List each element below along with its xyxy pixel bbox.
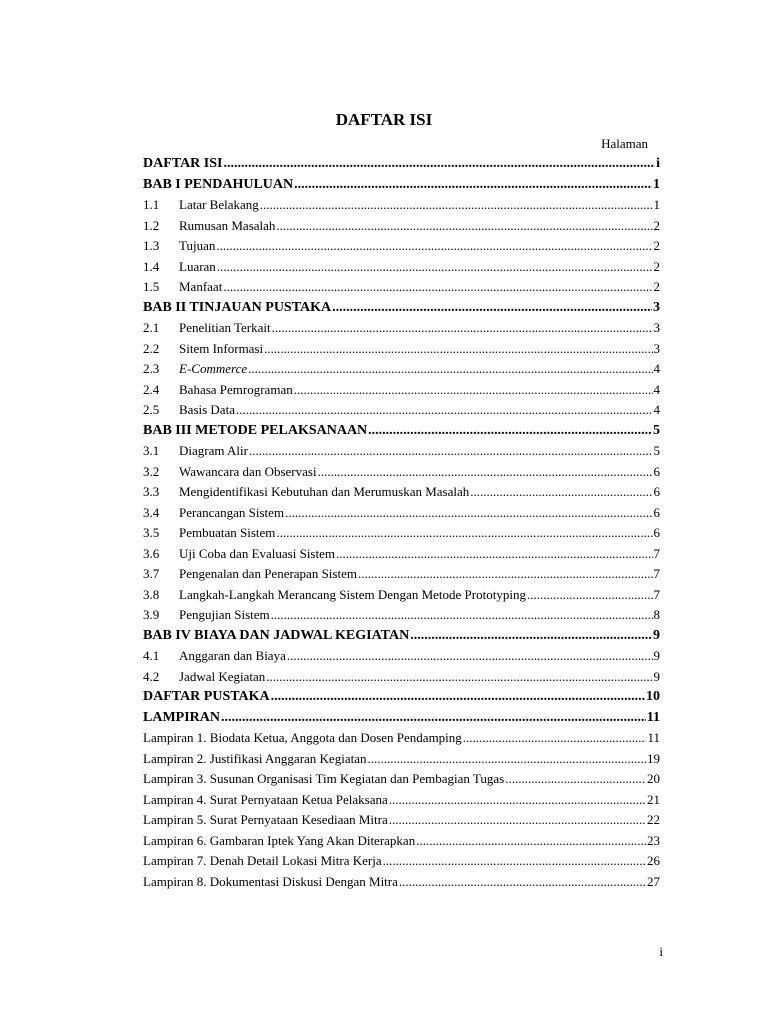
toc-entry-number: 1.3	[143, 238, 160, 253]
toc-entry-page: 2	[653, 238, 660, 253]
toc-entry	[143, 564, 660, 585]
toc-entry-number: 1.5	[143, 279, 160, 294]
toc-entry-page: 22	[647, 812, 660, 827]
dot-leader	[260, 195, 653, 216]
dot-leader	[527, 585, 653, 606]
toc-entry-page: 20	[647, 771, 660, 786]
dot-leader	[271, 687, 645, 708]
page-title: DAFTAR ISI	[335, 110, 433, 129]
toc-entry-page: 7	[653, 566, 660, 581]
toc-entry-page: 6	[653, 484, 660, 499]
toc-entry-number: 3.4	[143, 504, 160, 520]
toc-entry	[143, 421, 660, 442]
dot-leader	[223, 277, 652, 298]
toc-entry-page: 11	[646, 709, 660, 725]
toc-entry	[143, 277, 660, 298]
toc-entry-page: 9	[653, 648, 660, 663]
table-of-contents	[143, 154, 660, 892]
toc-entry-page: 4	[653, 402, 660, 417]
page-column-label: Halaman	[601, 136, 648, 151]
toc-entry-title: Diagram Alir	[179, 443, 248, 458]
toc-entry-page: 4	[653, 381, 660, 397]
toc-entry-title: BAB III METODE PELAKSANAAN	[143, 422, 368, 438]
toc-entry-title: Jadwal Kegiatan	[179, 668, 266, 684]
dot-leader	[236, 400, 653, 421]
dot-leader	[416, 831, 646, 852]
toc-entry	[143, 626, 660, 647]
toc-entry-title: Bahasa Pemrograman	[179, 381, 293, 397]
toc-entry-title: Sitem Informasi	[179, 340, 264, 356]
dot-leader	[223, 154, 655, 175]
toc-entry	[143, 154, 660, 175]
toc-entry-number: 2.5	[143, 402, 160, 417]
toc-entry	[143, 380, 660, 401]
toc-entry-number: 4.2	[143, 668, 160, 684]
dot-leader	[294, 380, 653, 401]
toc-entry	[143, 851, 660, 872]
dot-leader	[276, 216, 652, 237]
toc-entry-number: 1.1	[143, 197, 160, 212]
dot-leader	[367, 749, 646, 770]
toc-entry	[143, 790, 660, 811]
dot-leader	[358, 564, 653, 585]
toc-entry-page: 9	[653, 668, 660, 684]
toc-entry-title: Lampiran 5. Surat Pernyataan Kesediaan Mitra	[143, 812, 388, 827]
dot-leader	[271, 605, 653, 626]
dot-leader	[285, 503, 652, 524]
toc-entry-page: 8	[653, 607, 660, 622]
toc-entry-page: 23	[647, 832, 660, 848]
toc-entry	[143, 318, 660, 339]
toc-entry-title: Basis Data	[179, 402, 235, 417]
toc-entry-page: 7	[653, 586, 660, 602]
toc-entry-number: 3.6	[143, 545, 160, 561]
toc-entry-title: Penelitian Terkait	[179, 320, 271, 335]
toc-entry-title: BAB IV BIAYA DAN JADWAL KEGIATAN	[143, 627, 410, 643]
toc-entry-title: Perancangan Sistem	[179, 504, 285, 520]
toc-entry-title: Lampiran 2. Justifikasi Anggaran Kegiatan	[143, 750, 367, 766]
toc-entry	[143, 585, 660, 606]
toc-entry	[143, 400, 660, 421]
toc-entry	[143, 646, 660, 667]
toc-entry-title: Wawancara dan Observasi	[179, 463, 317, 479]
toc-entry-page: 6	[653, 504, 660, 520]
toc-entry	[143, 482, 660, 503]
toc-entry-page: 5	[653, 443, 660, 458]
toc-entry	[143, 195, 660, 216]
toc-entry-title: Lampiran 4. Surat Pernyataan Ketua Pelaksana	[143, 791, 388, 807]
toc-entry-page: 9	[653, 627, 660, 643]
toc-entry-page: 7	[653, 545, 660, 561]
dot-leader	[470, 482, 652, 503]
toc-entry-page: 27	[647, 873, 660, 889]
toc-entry-number: 3.1	[143, 443, 160, 458]
toc-entry-page: 2	[653, 217, 660, 233]
toc-entry-title: LAMPIRAN	[143, 709, 220, 725]
toc-entry-title: Pembuatan Sistem	[179, 525, 276, 540]
toc-entry	[143, 708, 660, 729]
dot-leader	[383, 851, 646, 872]
dot-leader	[410, 626, 652, 647]
dot-leader	[266, 667, 652, 688]
dot-leader	[463, 728, 647, 749]
toc-entry-page: 5	[653, 422, 660, 438]
toc-entry-title: Rumusan Masalah	[179, 217, 276, 233]
toc-entry-title: Anggaran dan Biaya	[179, 648, 286, 663]
toc-entry	[143, 667, 660, 688]
toc-entry-number: 3.8	[143, 586, 160, 602]
toc-entry-page: 1	[653, 197, 660, 212]
toc-entry-number: 2.2	[143, 340, 160, 356]
toc-entry-number: 3.3	[143, 484, 160, 499]
toc-entry-title: Uji Coba dan Evaluasi Sistem	[179, 545, 335, 561]
toc-entry-title: DAFTAR ISI	[143, 156, 223, 171]
toc-entry	[143, 769, 660, 790]
toc-entry-title: Pengujian Sistem	[179, 607, 270, 622]
toc-entry-title: Lampiran 3. Susunan Organisasi Tim Kegiatan dan Pembagian Tugas	[143, 771, 505, 786]
toc-entry-title: Latar Belakang	[179, 197, 259, 212]
dot-leader	[287, 646, 653, 667]
toc-entry	[143, 810, 660, 831]
toc-entry-page: 21	[647, 791, 660, 807]
dot-leader	[276, 523, 652, 544]
toc-entry-page: 3	[653, 320, 660, 335]
toc-entry	[143, 831, 660, 852]
toc-entry-number: 3.2	[143, 463, 160, 479]
toc-entry-title: Manfaat	[179, 279, 223, 294]
dot-leader	[272, 318, 653, 339]
dot-leader	[249, 441, 653, 462]
dot-leader	[505, 769, 646, 790]
toc-entry-number: 1.2	[143, 217, 160, 233]
toc-entry-title: Lampiran 8. Dokumentasi Diskusi Dengan Mitra	[143, 873, 398, 889]
dot-leader	[217, 257, 653, 278]
dot-leader	[264, 339, 652, 360]
dot-leader	[399, 872, 646, 893]
dot-leader	[332, 298, 652, 319]
toc-entry-title: DAFTAR PUSTAKA	[143, 689, 270, 704]
toc-entry	[143, 503, 660, 524]
toc-entry-page: 3	[653, 340, 660, 356]
toc-entry-page: 2	[653, 258, 660, 274]
toc-entry-page: i	[656, 156, 660, 171]
toc-entry	[143, 462, 660, 483]
toc-entry	[143, 257, 660, 278]
toc-entry-number: 3.5	[143, 525, 160, 540]
toc-entry	[143, 216, 660, 237]
toc-entry	[143, 728, 660, 749]
dot-leader	[389, 790, 646, 811]
dot-leader	[216, 236, 652, 257]
toc-entry-page: 4	[653, 361, 660, 376]
dot-leader	[389, 810, 646, 831]
toc-entry-page: 10	[646, 689, 660, 704]
toc-entry-title: Tujuan	[179, 238, 216, 253]
toc-entry-page: 3	[653, 299, 660, 315]
toc-entry-number: 1.4	[143, 258, 160, 274]
toc-entry-number: 4.1	[143, 648, 160, 663]
toc-entry	[143, 175, 660, 196]
toc-entry	[143, 749, 660, 770]
toc-entry-page: 2	[653, 279, 660, 294]
toc-entry-number: 3.9	[143, 607, 160, 622]
toc-entry	[143, 872, 660, 893]
toc-entry-page: 11	[647, 730, 660, 745]
toc-entry-number: 2.4	[143, 381, 160, 397]
toc-entry-title: Langkah-Langkah Merancang Sistem Dengan Metode Prototyping	[179, 586, 526, 602]
toc-entry	[143, 441, 660, 462]
toc-entry-page: 19	[647, 750, 660, 766]
toc-entry-title: BAB II TINJAUAN PUSTAKA	[143, 299, 332, 315]
dot-leader	[248, 359, 652, 380]
toc-entry-page: 6	[653, 525, 660, 540]
toc-entry-title: Lampiran 1. Biodata Ketua, Anggota dan Dosen Pendamping	[143, 730, 462, 745]
dot-leader	[368, 421, 652, 442]
dot-leader	[221, 708, 646, 729]
toc-entry	[143, 359, 660, 380]
toc-entry	[143, 339, 660, 360]
toc-entry-title: Lampiran 6. Gambaran Iptek Yang Akan Diterapkan	[143, 832, 416, 848]
toc-entry-number: 3.7	[143, 566, 160, 581]
toc-entry-title: Pengenalan dan Penerapan Sistem	[179, 566, 357, 581]
dot-leader	[318, 462, 653, 483]
toc-entry-page: 26	[647, 853, 660, 868]
toc-entry-number: 2.3	[143, 361, 160, 376]
toc-entry	[143, 544, 660, 565]
toc-entry-title: BAB I PENDAHULUAN	[143, 176, 294, 192]
toc-entry	[143, 687, 660, 708]
toc-entry-page: 1	[653, 176, 660, 192]
toc-entry	[143, 523, 660, 544]
toc-entry-title: Mengidentifikasi Kebutuhan dan Merumuskan Masalah	[179, 484, 470, 499]
dot-leader	[294, 175, 652, 196]
toc-entry-title: Luaran	[179, 258, 216, 274]
toc-entry-title: Lampiran 7. Denah Detail Lokasi Mitra Kerja	[143, 853, 382, 868]
toc-entry	[143, 236, 660, 257]
footer-page-number: i	[659, 944, 663, 959]
toc-entry-page: 6	[653, 463, 660, 479]
dot-leader	[336, 544, 653, 565]
toc-entry	[143, 298, 660, 319]
toc-entry	[143, 605, 660, 626]
toc-entry-number: 2.1	[143, 320, 160, 335]
toc-entry-title: E-Commerce	[179, 361, 248, 376]
